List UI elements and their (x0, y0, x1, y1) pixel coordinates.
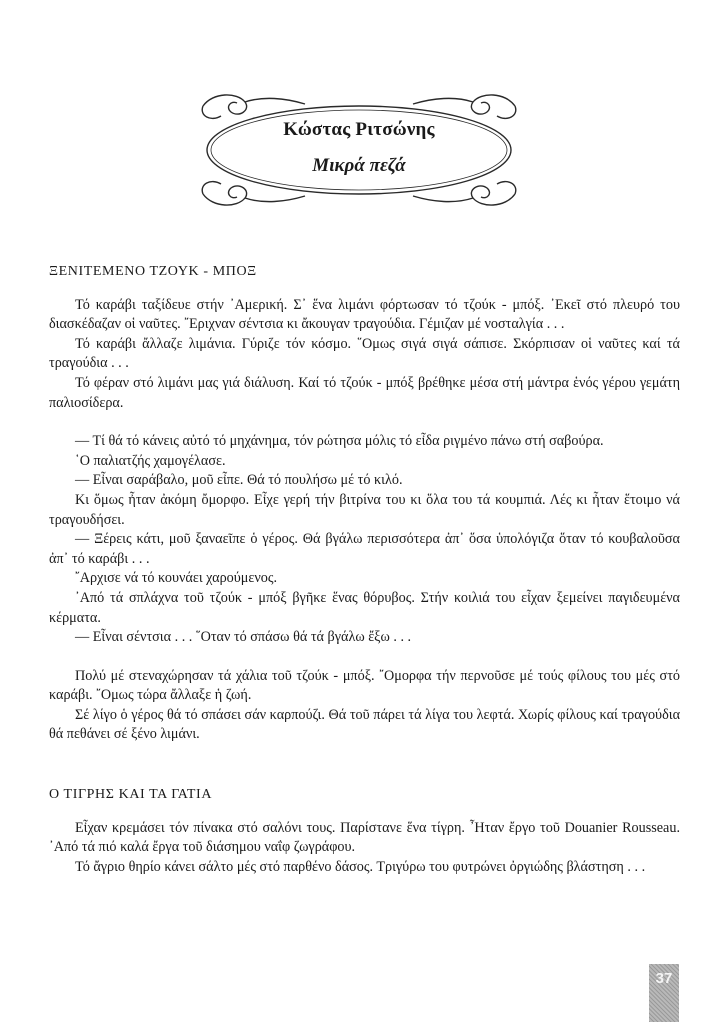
dialogue-line: ῾Ο παλιατζής χαμογέλασε. (75, 452, 226, 469)
spacer (49, 413, 680, 432)
paragraph: Σέ λίγο ὁ γέρος θά τό σπάσει σάν καρπούζι. Θά τοῦ πάρει τά λίγα του λεφτά. Χωρίς φίλους καί τραγούδια θά πεθάνει σέ ξένο λιμάνι. (49, 706, 680, 743)
author-name: Κώστας Ριτσώνης (283, 119, 435, 140)
paragraph: Πολύ μέ στεναχώρησαν τά χάλια τοῦ τζούκ - μπόξ. ῎Ομορφα τήν περνοῦσε μέ τούς φίλους του μές στό καράβι. ῎Ομως τώρα ἄλλαξε ἡ ζωή. (49, 667, 680, 704)
paragraph: Τό καράβι ταξίδευε στήν ᾿Αμερική. Σ᾿ ἕνα λιμάνι φόρτωσαν τό τζούκ - μπόξ. ᾿Εκεῖ στό πλευρό του διασκέδαζαν οἱ ναῦτες. ῎Εριχναν σέντσια κι ἄκουγαν τραγούδια. Γέμιζαν μέ νοσταλγία . . . (49, 296, 680, 333)
dialogue-line: — Τί θά τό κάνεις αὐτό τό μηχάνημα, τόν ρώτησα μόλις τό εἶδα ριγμένο πάνω στή σαβούρα. (75, 433, 604, 450)
dialogue-line: — Εἶναι σαράβαλο, μοῦ εἶπε. Θά τό πουλήσω μέ τό κιλό. (75, 472, 403, 489)
paragraph: Τό φέραν στό λιμάνι μας γιά διάλυση. Καί τό τζούκ - μπόξ βρέθηκε μέσα στή μάντρα ἑνός γέρου γεμάτη παλιοσίδερα. (49, 374, 680, 411)
dialogue-line: Κι ὅμως ἦταν ἀκόμη ὄμορφο. Εἶχε γερή τήν βιτρίνα του κι ὅλα του τά κουμπιά. Λές κι ἦταν ἕτοιμο νά τραγουδήσει. (49, 491, 680, 528)
collection-subtitle: Μικρά πεζά (312, 155, 406, 176)
paragraph: Τό καράβι ἄλλαζε λιμάνια. Γύριζε τόν κόσμο. ῞Ομως σιγά σιγά σάπισε. Σκόρπισαν οἱ ναῦτες καί τά τραγούδια . . . (49, 335, 680, 372)
spacer (49, 648, 680, 667)
dialogue-line: — Εἶναι σέντσια . . . ῞Οταν τό σπάσω θά τά βγάλω ἔξω . . . (75, 629, 412, 646)
page-number: 37 (649, 964, 679, 1022)
paragraph: Εἶχαν κρεμάσει τόν πίνακα στό σαλόνι τους. Παρίστανε ἕνα τίγρη. ῏Ηταν ἔργο τοῦ Douanier Rousseau. ᾿Από τά πιό καλά ἔργα τοῦ διάσημου ναΐφ ζωγράφου. (49, 819, 680, 856)
paragraph: Τό ἄγριο θηρίο κάνει σάλτο μές στό παρθένο δάσος. Τριγύρω του φυτρώνει ὀργιώδης βλάστηση . . . (75, 858, 646, 875)
story-heading: ΞΕΝΙΤΕΜΕΝΟ ΤΖΟΥΚ - ΜΠΟΞ (49, 264, 257, 279)
dialogue-line: ᾿Από τά σπλάχνα τοῦ τζούκ - μπόξ βγῆκε ἕνας θόρυβος. Στήν κοιλιά του εἶχαν ξεμείνει παγιδευμένα κέρματα. (49, 589, 680, 626)
dialogue-line: — Ξέρεις κάτι, μοῦ ξαναεῖπε ὁ γέρος. Θά βγάλω περισσότερα ἀπ᾿ ὅσα ὑπολόγιζα ὅταν τό κουβαλοῦσα ἀπ᾿ τό καράβι . . . (49, 531, 680, 567)
story-heading: Ο ΤΙΓΡΗΣ ΚΑΙ ΤΑ ΓΑΤΙΑ (49, 787, 213, 803)
title-block (193, 118, 525, 178)
spacer (49, 745, 680, 785)
article-body (49, 262, 680, 877)
dialogue-line: ῎Αρχισε νά τό κουνάει χαρούμενος. (75, 570, 278, 587)
